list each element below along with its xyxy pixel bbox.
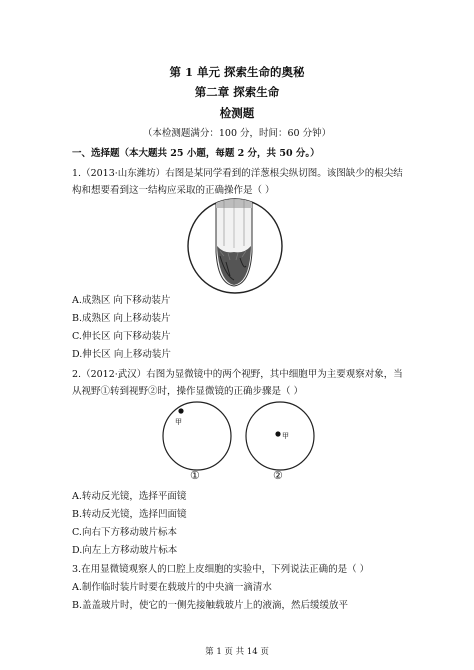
q1-stem-line1: 1.（2013·山东潍坊）右图是某同学看到的洋葱根尖纵切图。该图缺少的根尖结 [72,168,403,179]
q1-option-d: D.伸长区 向上移动装片 [72,349,171,360]
root-tip-figure [180,196,290,296]
field-2-circle [246,402,314,470]
test-title: 检测题 [219,106,255,120]
field-2-label: ② [273,469,283,482]
q1-option-b: B.成熟区 向上移动装片 [72,313,171,324]
field-1-circle [163,402,231,470]
q3-option-a: A.制作临时装片时要在载玻片的中央滴一滴清水 [72,582,272,593]
q1-stem-line2: 构和想要看到这一结构应采取的正确操作是（ ） [72,185,275,196]
section-heading: 一、选择题（本大题共 25 小题，每题 2 分，共 50 分。） [72,148,320,159]
q3-option-b: B.盖盖玻片时，使它的一侧先接触载玻片上的液滴，然后缓缓放平 [72,600,349,611]
cell-jia-1 [178,408,183,413]
test-info: （本检测题满分：100 分，时间：60 分钟） [142,128,332,139]
q2-option-d: D.向左上方移动玻片标本 [72,545,178,556]
q2-option-b: B.转动反光镜，选择凹面镜 [72,509,187,520]
cell-jia-label-2: 甲 [282,432,289,440]
q1-option-c: C.伸长区 向下移动装片 [72,331,171,342]
q3-stem: 3.在用显微镜观察人的口腔上皮细胞的实验中，下列说法正确的是（ ） [72,564,370,575]
chapter-title: 第二章 探索生命 [194,85,280,99]
q1-option-a: A.成熟区 向下移动装片 [72,295,171,306]
q2-option-a: A.转动反光镜，选择平面镜 [72,491,187,502]
cell-jia-label-1: 甲 [175,418,182,426]
field-1-label: ① [190,469,200,482]
cell-jia-2 [275,431,280,436]
q2-option-c: C.向右下方移动玻片标本 [72,527,177,538]
q2-stem-line2: 从视野①转到视野②时，操作显微镜的正确步骤是（ ） [72,386,304,397]
microscope-fields-figure [160,398,320,484]
q2-stem-line1: 2.（2012·武汉）右图为显微镜中的两个视野，其中细胞甲为主要观察对象，当 [72,369,403,380]
unit-title: 第 1 单元 探索生命的奥秘 [169,65,305,79]
page-footer: 第 1 页 共 14 页 [205,647,269,657]
